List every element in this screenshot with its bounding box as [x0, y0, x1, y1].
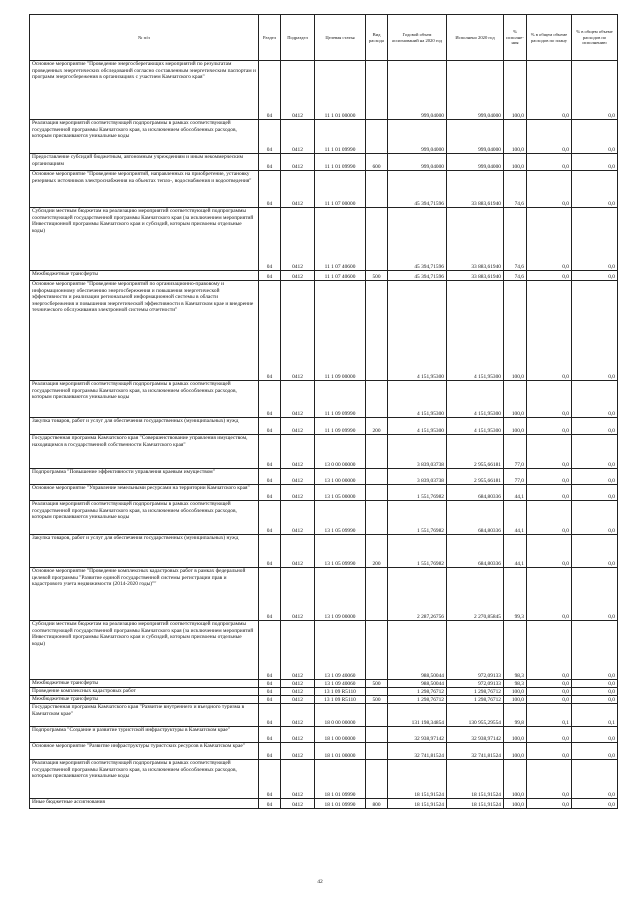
item-name: Субсидии местным бюджетам на реализацию мероприятий соответствующей подпрограммы соответствующей государственной программы Камчатского края (за исключением мероприятий Инвестиционной программы Камчатского края и субсидий, которым присвоены отдельные коды)	[30, 208, 259, 271]
item-csr: 13 0 00 00000	[315, 435, 366, 469]
item-name: Государственная программа Камчатского края "Развитие внутреннего и въездного туризма в Камчатском крае"	[30, 704, 259, 727]
item-plan: 18 151,91524	[388, 799, 447, 809]
item-plan: 988,50044	[388, 680, 447, 688]
item-plan: 999,04000	[388, 120, 447, 154]
item-ispoln: 32 741,81524	[447, 743, 504, 760]
item-podrazdel: 0412	[281, 485, 315, 501]
item-pct-plan: 0,0	[527, 621, 572, 680]
item-pct-plan: 0,0	[527, 61, 572, 120]
table-row	[30, 61, 618, 120]
item-name: Межбюджетные трансферты	[30, 271, 259, 281]
item-plan: 18 151,91524	[388, 760, 447, 799]
item-name: Субсидии местным бюджетам на реализацию мероприятий соответствующей подпрограммы соответствующей государственной программы Камчатского края (за исключением мероприятий Инвестиционной программы Камчатского края и субсидий, которым присвоены отдельные коды)	[30, 621, 259, 680]
item-podrazdel: 0412	[281, 568, 315, 621]
item-pct-plan: 0,0	[527, 418, 572, 435]
item-vr: 500	[366, 680, 388, 688]
item-pct: 77,0	[504, 435, 527, 469]
item-name: Межбюджетные трансферты	[30, 680, 259, 688]
item-podrazdel: 0412	[281, 760, 315, 799]
item-ispoln: 972,09133	[447, 680, 504, 688]
table-row	[30, 727, 618, 743]
item-vr: 500	[366, 696, 388, 704]
table-row	[30, 535, 618, 568]
item-pct-ispoln: 0,0	[572, 61, 618, 120]
item-csr: 18 1 00 00000	[315, 727, 366, 743]
item-name: Закупка товаров, работ и услуг для обеспечения государственных (муниципальных) нужд	[30, 418, 259, 435]
item-ispoln: 972,09133	[447, 621, 504, 680]
item-name: Основное мероприятие "Развитие инфраструктуры туристских ресурсов в Камчатском крае"	[30, 743, 259, 760]
table-row	[30, 418, 618, 435]
item-podrazdel: 0412	[281, 418, 315, 435]
item-podrazdel: 0412	[281, 61, 315, 120]
item-pct-ispoln: 0,0	[572, 418, 618, 435]
item-plan: 45 394,71596	[388, 171, 447, 208]
item-vr	[366, 704, 388, 727]
table-row	[30, 568, 618, 621]
item-razdel: 04	[259, 281, 281, 381]
item-vr	[366, 501, 388, 535]
table-row	[30, 281, 618, 381]
item-name: Реализация мероприятий соответствующей подпрограммы в рамках соответствующей государственной программы Камчатского края, за исключением обособленных расходов, которым присваиваются уникальные коды	[30, 120, 259, 154]
item-podrazdel: 0412	[281, 799, 315, 809]
item-vr	[366, 688, 388, 696]
item-ispoln: 684,80336	[447, 535, 504, 568]
item-plan: 32 938,97142	[388, 727, 447, 743]
item-pct: 74,6	[504, 208, 527, 271]
item-pct-ispoln: 0,0	[572, 743, 618, 760]
item-ispoln: 684,80336	[447, 501, 504, 535]
item-pct-plan: 0,0	[527, 760, 572, 799]
item-plan: 1 298,76712	[388, 688, 447, 696]
budget-document	[29, 14, 617, 809]
item-pct-ispoln: 0,0	[572, 727, 618, 743]
item-podrazdel: 0412	[281, 688, 315, 696]
header-ispoln: Исполнено 2020 год	[447, 15, 504, 61]
item-podrazdel: 0412	[281, 208, 315, 271]
item-plan: 999,04000	[388, 154, 447, 171]
item-ispoln: 33 883,61940	[447, 208, 504, 271]
item-plan: 1 298,76712	[388, 696, 447, 704]
item-csr: 13 1 00 00000	[315, 469, 366, 485]
item-pct: 99,8	[504, 704, 527, 727]
item-razdel: 04	[259, 727, 281, 743]
header-num: № п/п	[30, 15, 259, 61]
item-vr: 200	[366, 535, 388, 568]
item-pct-plan: 0,0	[527, 208, 572, 271]
item-ispoln: 4 151,95300	[447, 381, 504, 418]
table-row	[30, 760, 618, 799]
item-razdel: 04	[259, 381, 281, 418]
item-ispoln: 684,80336	[447, 485, 504, 501]
item-podrazdel: 0412	[281, 743, 315, 760]
item-pct: 44,1	[504, 485, 527, 501]
header-vr: Вид расхода	[366, 15, 388, 61]
item-plan: 1 551,76982	[388, 485, 447, 501]
item-pct: 98,3	[504, 621, 527, 680]
header-pct-ispoln: % в общем объеме расходов по исполнению	[572, 15, 618, 61]
table-row	[30, 381, 618, 418]
item-ispoln: 2 955,66181	[447, 469, 504, 485]
item-razdel: 04	[259, 688, 281, 696]
item-name: Основное мероприятие "Проведение мероприятий, направленных на приобретение, установку резервных источников электроснабжения на объектах тепло-, водоснабжения и водоотведения"	[30, 171, 259, 208]
item-name: Межбюджетные трансферты	[30, 696, 259, 704]
table-row	[30, 435, 618, 469]
item-pct-plan: 0,0	[527, 120, 572, 154]
table-row	[30, 154, 618, 171]
header-csr: Целевая статья	[315, 15, 366, 61]
item-pct-plan: 0,0	[527, 381, 572, 418]
item-pct-plan: 0,0	[527, 568, 572, 621]
item-plan: 2 287,26756	[388, 568, 447, 621]
item-podrazdel: 0412	[281, 696, 315, 704]
item-pct: 74,6	[504, 171, 527, 208]
item-plan: 999,04000	[388, 61, 447, 120]
item-pct: 100,0	[504, 727, 527, 743]
table-body	[30, 61, 618, 809]
item-pct-plan: 0,0	[527, 799, 572, 809]
item-pct: 100,0	[504, 120, 527, 154]
item-csr: 11 1 09 00000	[315, 281, 366, 381]
item-vr	[366, 743, 388, 760]
item-name: Иные бюджетные ассигнования	[30, 799, 259, 809]
item-vr: 200	[366, 418, 388, 435]
item-podrazdel: 0412	[281, 120, 315, 154]
item-csr: 11 1 01 09990	[315, 154, 366, 171]
item-csr: 11 1 07 40600	[315, 208, 366, 271]
item-ispoln: 1 298,76712	[447, 688, 504, 696]
table-row	[30, 696, 618, 704]
table-row	[30, 271, 618, 281]
item-plan: 1 551,76982	[388, 535, 447, 568]
item-razdel: 04	[259, 535, 281, 568]
item-ispoln: 999,04000	[447, 154, 504, 171]
item-podrazdel: 0412	[281, 727, 315, 743]
item-pct-plan: 0,0	[527, 727, 572, 743]
item-plan: 3 839,03738	[388, 469, 447, 485]
table-row	[30, 743, 618, 760]
item-pct: 99,3	[504, 568, 527, 621]
item-vr: 600	[366, 154, 388, 171]
item-name: Закупка товаров, работ и услуг для обеспечения государственных (муниципальных) нужд	[30, 535, 259, 568]
item-podrazdel: 0412	[281, 535, 315, 568]
item-pct-plan: 0,0	[527, 696, 572, 704]
item-plan: 45 394,71596	[388, 271, 447, 281]
item-razdel: 04	[259, 760, 281, 799]
item-pct-ispoln: 0,1	[572, 704, 618, 727]
item-vr: 800	[366, 799, 388, 809]
item-vr: 500	[366, 271, 388, 281]
item-name: Подпрограмма "Повышение эффективности управления краевым имуществом"	[30, 469, 259, 485]
item-pct: 100,0	[504, 696, 527, 704]
item-csr: 11 1 09 09990	[315, 381, 366, 418]
item-razdel: 04	[259, 469, 281, 485]
item-pct-plan: 0,0	[527, 281, 572, 381]
item-csr: 13 1 05 00000	[315, 485, 366, 501]
item-pct-plan: 0,0	[527, 680, 572, 688]
item-plan: 45 394,71596	[388, 208, 447, 271]
table-row	[30, 621, 618, 680]
item-csr: 13 1 09 R5110	[315, 688, 366, 696]
item-csr: 18 1 01 09990	[315, 799, 366, 809]
item-pct: 100,0	[504, 743, 527, 760]
item-name: Основное мероприятие "Проведение энергосберегающих мероприятий по результатам проведенных энергетических обследований согласно составленным энергетическим паспортам и программ энергосбережения в организациях с участием Камчатского края"	[30, 61, 259, 120]
item-ispoln: 4 151,95300	[447, 418, 504, 435]
item-name: Реализация мероприятий соответствующей подпрограммы в рамках соответствующей государственной программы Камчатского края, за исключением обособленных расходов, которым присваиваются уникальные коды	[30, 501, 259, 535]
item-pct-plan: 0,0	[527, 485, 572, 501]
item-pct-ispoln: 0,0	[572, 281, 618, 381]
table-row	[30, 208, 618, 271]
table-header-row	[30, 15, 618, 61]
header-pct-plan: % в общем объеме расходов по плану	[527, 15, 572, 61]
item-pct-ispoln: 0,0	[572, 154, 618, 171]
item-razdel: 04	[259, 61, 281, 120]
item-ispoln: 2 955,66181	[447, 435, 504, 469]
table-row	[30, 680, 618, 688]
item-podrazdel: 0412	[281, 381, 315, 418]
item-pct-plan: 0,0	[527, 688, 572, 696]
item-razdel: 04	[259, 208, 281, 271]
item-pct-ispoln: 0,0	[572, 208, 618, 271]
item-razdel: 04	[259, 743, 281, 760]
table-row	[30, 501, 618, 535]
item-vr	[366, 171, 388, 208]
item-pct-ispoln: 0,0	[572, 469, 618, 485]
item-name: Проведение комплексных кадастровых работ	[30, 688, 259, 696]
budget-table	[29, 14, 618, 809]
item-vr	[366, 485, 388, 501]
item-csr: 13 1 05 09990	[315, 501, 366, 535]
header-razdel: Раздел	[259, 15, 281, 61]
item-pct-ispoln: 0,0	[572, 680, 618, 688]
item-plan: 4 151,95300	[388, 418, 447, 435]
item-pct-ispoln: 0,0	[572, 760, 618, 799]
item-pct-ispoln: 0,0	[572, 535, 618, 568]
item-vr	[366, 621, 388, 680]
item-csr: 18 1 01 09990	[315, 760, 366, 799]
item-pct-ispoln: 0,0	[572, 688, 618, 696]
page-number: 42	[317, 879, 323, 885]
item-vr	[366, 469, 388, 485]
table-row	[30, 171, 618, 208]
item-plan: 4 151,95300	[388, 381, 447, 418]
item-name: Основное мероприятие "Проведение мероприятий по организационно-правовому и информационному обеспечению энергосбережения и повышения энергетической эффективности и реализации региональной информационной системы в области энергосбережения и повышения энергетической эффективности в Камчатском крае и внедрение технического обслуживания электронной системы отчетности"	[30, 281, 259, 381]
item-podrazdel: 0412	[281, 501, 315, 535]
item-razdel: 04	[259, 171, 281, 208]
item-pct-plan: 0,0	[527, 535, 572, 568]
item-ispoln: 33 883,61940	[447, 171, 504, 208]
item-pct: 77,0	[504, 469, 527, 485]
item-csr: 11 1 07 40600	[315, 271, 366, 281]
item-plan: 131 198,34854	[388, 704, 447, 727]
item-plan: 4 151,95300	[388, 281, 447, 381]
item-vr	[366, 120, 388, 154]
item-plan: 3 839,03738	[388, 435, 447, 469]
item-ispoln: 18 151,91524	[447, 799, 504, 809]
item-vr	[366, 381, 388, 418]
item-pct-plan: 0,0	[527, 271, 572, 281]
item-pct-ispoln: 0,0	[572, 799, 618, 809]
item-pct: 100,0	[504, 799, 527, 809]
item-podrazdel: 0412	[281, 680, 315, 688]
item-ispoln: 130 955,29554	[447, 704, 504, 727]
item-pct-plan: 0,1	[527, 704, 572, 727]
item-csr: 13 1 09 40060	[315, 680, 366, 688]
item-pct: 98,3	[504, 680, 527, 688]
item-ispoln: 999,04000	[447, 61, 504, 120]
item-razdel: 04	[259, 680, 281, 688]
item-pct-ispoln: 0,0	[572, 485, 618, 501]
item-pct: 74,6	[504, 271, 527, 281]
item-csr: 11 1 09 09990	[315, 418, 366, 435]
item-pct: 100,0	[504, 760, 527, 799]
item-razdel: 04	[259, 568, 281, 621]
header-pct: % исполне-ния	[504, 15, 527, 61]
item-pct-ispoln: 0,0	[572, 435, 618, 469]
item-name: Подпрограмма "Создание и развитие туристской инфраструктуры в Камчатском крае"	[30, 727, 259, 743]
item-csr: 11 1 07 00000	[315, 171, 366, 208]
item-pct-ispoln: 0,0	[572, 696, 618, 704]
item-name: Реализация мероприятий соответствующей подпрограммы в рамках соответствующей государственной программы Камчатского края, за исключением обособленных расходов, которым присваиваются уникальные коды	[30, 760, 259, 799]
item-razdel: 04	[259, 696, 281, 704]
item-pct-ispoln: 0,0	[572, 501, 618, 535]
item-ispoln: 33 883,61940	[447, 271, 504, 281]
item-pct-ispoln: 0,0	[572, 171, 618, 208]
item-ispoln: 18 151,91524	[447, 760, 504, 799]
item-ispoln: 32 938,97142	[447, 727, 504, 743]
item-pct-ispoln: 0,0	[572, 381, 618, 418]
item-pct-ispoln: 0,0	[572, 621, 618, 680]
item-podrazdel: 0412	[281, 281, 315, 381]
item-plan: 32 741,81524	[388, 743, 447, 760]
item-podrazdel: 0412	[281, 704, 315, 727]
item-razdel: 04	[259, 501, 281, 535]
item-plan: 1 551,76982	[388, 501, 447, 535]
item-csr: 11 1 01 09990	[315, 120, 366, 154]
item-name: Предоставление субсидий бюджетным, автономным учреждениям и иным некоммерческим организациям	[30, 154, 259, 171]
item-vr	[366, 281, 388, 381]
item-podrazdel: 0412	[281, 271, 315, 281]
item-pct: 44,1	[504, 501, 527, 535]
item-name: Реализация мероприятий соответствующей подпрограммы в рамках соответствующей государственной программы Камчатского края, за исключением обособленных расходов, которым присваиваются уникальные коды	[30, 381, 259, 418]
item-ispoln: 4 151,95300	[447, 281, 504, 381]
item-plan: 988,50044	[388, 621, 447, 680]
table-row	[30, 120, 618, 154]
item-vr	[366, 61, 388, 120]
item-pct-ispoln: 0,0	[572, 120, 618, 154]
table-row	[30, 688, 618, 696]
item-pct: 100,0	[504, 381, 527, 418]
item-podrazdel: 0412	[281, 171, 315, 208]
item-csr: 13 1 09 R5110	[315, 696, 366, 704]
item-podrazdel: 0412	[281, 621, 315, 680]
item-razdel: 04	[259, 418, 281, 435]
header-plan: Годовой объем ассигнований на 2020 год	[388, 15, 447, 61]
item-csr: 11 1 01 00000	[315, 61, 366, 120]
item-pct: 100,0	[504, 418, 527, 435]
item-vr	[366, 568, 388, 621]
item-vr	[366, 208, 388, 271]
item-pct-ispoln: 0,0	[572, 568, 618, 621]
item-csr: 13 1 09 00000	[315, 568, 366, 621]
item-razdel: 04	[259, 271, 281, 281]
item-ispoln: 999,04000	[447, 120, 504, 154]
item-pct-plan: 0,0	[527, 435, 572, 469]
item-csr: 18 1 01 00000	[315, 743, 366, 760]
table-row	[30, 485, 618, 501]
item-pct: 44,1	[504, 535, 527, 568]
item-ispoln: 1 298,76712	[447, 696, 504, 704]
item-csr: 13 1 09 40060	[315, 621, 366, 680]
item-csr: 18 0 00 00000	[315, 704, 366, 727]
item-pct-plan: 0,0	[527, 154, 572, 171]
item-pct-plan: 0,0	[527, 469, 572, 485]
item-name: Основное мероприятие "Управление земельными ресурсами на территории Камчатского края"	[30, 485, 259, 501]
table-row	[30, 799, 618, 809]
item-vr	[366, 435, 388, 469]
item-pct: 100,0	[504, 281, 527, 381]
item-vr	[366, 727, 388, 743]
item-podrazdel: 0412	[281, 435, 315, 469]
item-razdel: 04	[259, 154, 281, 171]
item-vr	[366, 760, 388, 799]
item-razdel: 04	[259, 621, 281, 680]
item-pct: 100,0	[504, 61, 527, 120]
item-podrazdel: 0412	[281, 154, 315, 171]
item-razdel: 04	[259, 120, 281, 154]
item-pct-ispoln: 0,0	[572, 271, 618, 281]
item-razdel: 04	[259, 485, 281, 501]
item-ispoln: 2 270,85845	[447, 568, 504, 621]
item-csr: 13 1 05 09990	[315, 535, 366, 568]
item-pct: 100,0	[504, 154, 527, 171]
item-razdel: 04	[259, 704, 281, 727]
item-name: Основное мероприятие "Проведение комплексных кадастровых работ в рамках федеральной целевой программы "Развитие единой государственной системы регистрации прав и кадастрового учета недвижимости (2014-2020 годы)""	[30, 568, 259, 621]
item-pct-plan: 0,0	[527, 501, 572, 535]
item-pct-plan: 0,0	[527, 171, 572, 208]
item-razdel: 04	[259, 435, 281, 469]
item-pct-plan: 0,0	[527, 743, 572, 760]
table-row	[30, 704, 618, 727]
table-row	[30, 469, 618, 485]
item-razdel: 04	[259, 799, 281, 809]
item-podrazdel: 0412	[281, 469, 315, 485]
item-name: Государственная программа Камчатского края "Совершенствование управления имуществом, находящимся в государственной собственности Камчатского края"	[30, 435, 259, 469]
item-pct: 100,0	[504, 688, 527, 696]
header-podrazdel: Подраздел	[281, 15, 315, 61]
